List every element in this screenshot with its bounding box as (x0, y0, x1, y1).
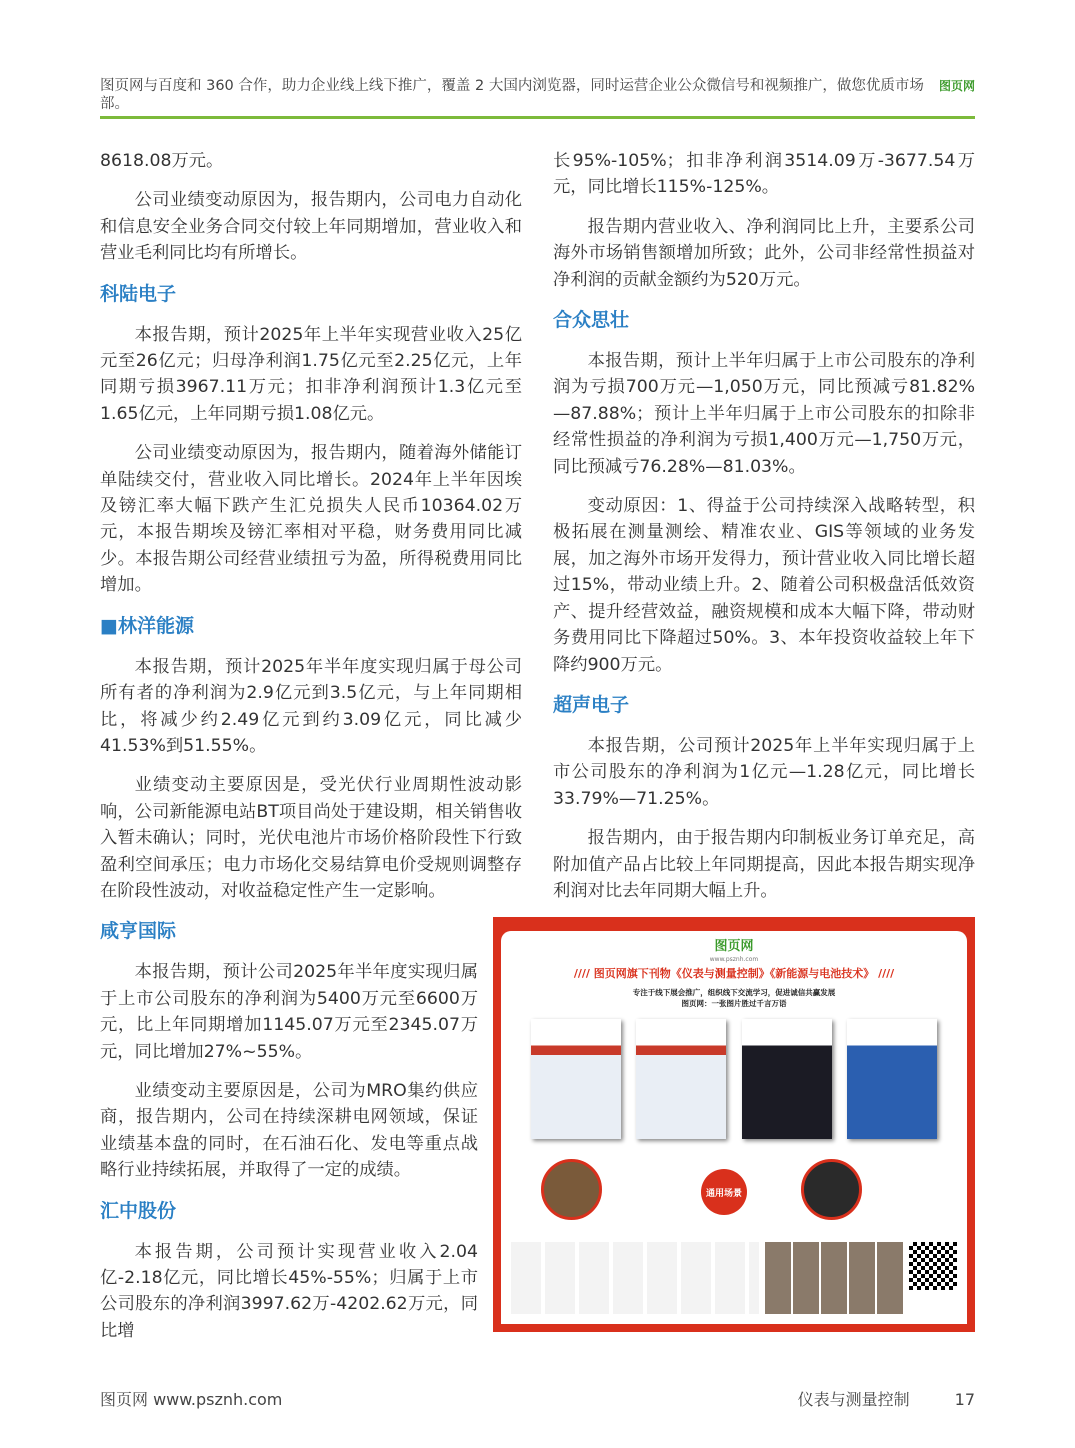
partner-logos (511, 1242, 759, 1314)
magazine-cover (636, 1019, 726, 1139)
ad-subtitle: 专注于线下展会推广，组织线下交流学习，促进诚信共赢发展 (632, 988, 836, 998)
ad-emblem (801, 1159, 862, 1220)
paragraph: 报告期内，由于报告期内印制板业务订单充足，高附加值产品占比较上年同期提高，因此本报告期实现净利润对比去年同期大幅上升。 (553, 828, 975, 901)
paragraph: 长95%-105%；扣非净利润3514.09万-3677.54万元，同比增长115%-125%。 (553, 151, 975, 198)
ad-url: www.psznh.com (709, 956, 759, 964)
advertisement-image (493, 917, 975, 1332)
paragraph: 8618.08万元。 (100, 151, 224, 171)
qr-code-icon (909, 1242, 957, 1290)
section-heading-chaosheng: 超声电子 (553, 693, 630, 716)
paragraph: 本报告期，公司预计实现营业收入2.04亿-2.18亿元，同比增长45%-55%；归属于上市公司股东的净利润3997.62万-4202.62万元，同比增 (100, 1241, 478, 1341)
paragraph: 本报告期，预计公司2025年半年度实现归属于上市公司股东的净利润为5400万元至6600万元，比上年同期增加1145.07万元至2345.07万元，同比增加27%~55%。 (100, 962, 478, 1062)
paragraph: 本报告期，预计2025年半年度实现归属于母公司所有者的净利润为2.9亿元到3.5亿元，与上年同期相比，将减少约2.49亿元到约3.09亿元，同比减少41.53%到51.55%。 (100, 656, 522, 756)
ad-slogan: 图页网：一张图片胜过千言万语 (681, 999, 787, 1009)
magazine-cover (847, 1019, 937, 1139)
left-column-lower (100, 917, 478, 1344)
article-body (100, 148, 1075, 1386)
magazine-covers (531, 1019, 937, 1139)
section-heading-kelu: 科陆电子 (100, 282, 177, 305)
handshake-image (541, 1159, 602, 1220)
paragraph: 本报告期，预计2025年上半年实现营业收入25亿元至26亿元；归母净利润1.75亿元至2.25亿元，上年同期亏损3967.11万元；扣非净利润预计1.3亿元至1.65亿元，上年同期亏损1.08亿元。 (100, 324, 522, 424)
paragraph: 公司业绩变动原因为，报告期内，公司电力自动化和信息安全业务合同交付较上年同期增加，营业收入和营业毛利同比均有所增长。 (100, 190, 522, 264)
paragraph: 本报告期，预计上半年归属于上市公司股东的净利润为亏损700万元—1,050万元，同比预减亏81.82%—87.88%；预计上半年归属于上市公司股东的扣除非经常性损益的净利润为亏损1,400万元—1,750万元，同比预减亏76.28%—81.03%。 (553, 351, 975, 477)
ad-bottom-row (511, 1242, 957, 1314)
ad-center-badge: 通用场景 (701, 1169, 747, 1215)
page-footer (100, 1386, 975, 1410)
header-logo: 图页网 (938, 79, 975, 93)
right-column (553, 148, 975, 1332)
ad-panel (501, 931, 967, 1324)
section-heading-xianheng: 咸亨国际 (100, 920, 177, 943)
magazine-cover (531, 1019, 621, 1139)
header-text: 图页网与百度和 360 合作，助力企业线上线下推广，覆盖 2 大国内浏览器，同时运营企业公众微信号和视频推广，做您优质市场部。 (100, 78, 924, 112)
paragraph: 报告期内营业收入、净利润同比上升，主要系公司海外市场销售额增加所致；此外，公司非经常性损益对净利润的贡献金额约为520万元。 (553, 216, 975, 290)
section-heading-hezhong: 合众思壮 (553, 309, 630, 332)
ad-title: //// 图页网旗下刊物《仪表与测量控制》《新能源与电池技术》 //// (573, 967, 895, 981)
paragraph: 本报告期，公司预计2025年上半年实现归属于上市公司股东的净利润为1亿元—1.28亿元，同比增长33.79%—71.25%。 (553, 735, 975, 809)
magazine-cover (742, 1019, 832, 1139)
paragraph: 业绩变动主要原因是，受光伏行业周期性波动影响，公司新能源电站BT项目尚处于建设期，相关销售收入暂未确认；同时，光伏电池片市场价格阶段性下行致盈利空间承压；电力市场化交易结算电价受规则调整存在阶段性波动，对收益稳定性产生一定影响。 (100, 775, 522, 901)
paragraph: 业绩变动主要原因是，公司为MRO集约供应商，报告期内，公司在持续深耕电网领域，保证业绩基本盘的同时，在石油石化、发电等重点战略行业持续拓展，并取得了一定的成绩。 (100, 1080, 478, 1181)
ad-logo: 图页网 (714, 939, 754, 955)
section-heading-huizhong: 汇中股份 (100, 1199, 177, 1222)
section-heading-linyang: ■林洋能源 (100, 614, 194, 637)
footer-site: 图页网 www.psznh.com (100, 1390, 283, 1409)
left-column (100, 148, 522, 1357)
page-header (100, 77, 975, 119)
page-number: 17 (954, 1390, 975, 1409)
ad-infographic (511, 1149, 957, 1234)
paragraph: 变动原因：1、得益于公司持续深入战略转型，积极拓展在测量测绘、精准农业、GIS等领域的业务发展，加之海外市场开发得力，预计营业收入同比增长超过15%，带动业绩上升。2、随着公司积极盘活低效资产、提升经营效益，融资规模和成本大幅下降，带动财务费用同比下降超过50%。3、本年投资收益较上年下降约900万元。 (553, 496, 975, 675)
exhibition-photos (765, 1242, 904, 1314)
paragraph: 公司业绩变动原因为，报告期内，随着海外储能订单陆续交付，营业收入同比增长。2024年上半年因埃及镑汇率大幅下跌产生汇兑损失人民币10364.02万元，本报告期埃及镑汇率相对平稳，财务费用同比减少。本报告期公司经营业绩扭亏为盈，所得税费用同比增加。 (100, 443, 522, 596)
footer-journal: 仪表与测量控制 (797, 1390, 910, 1409)
